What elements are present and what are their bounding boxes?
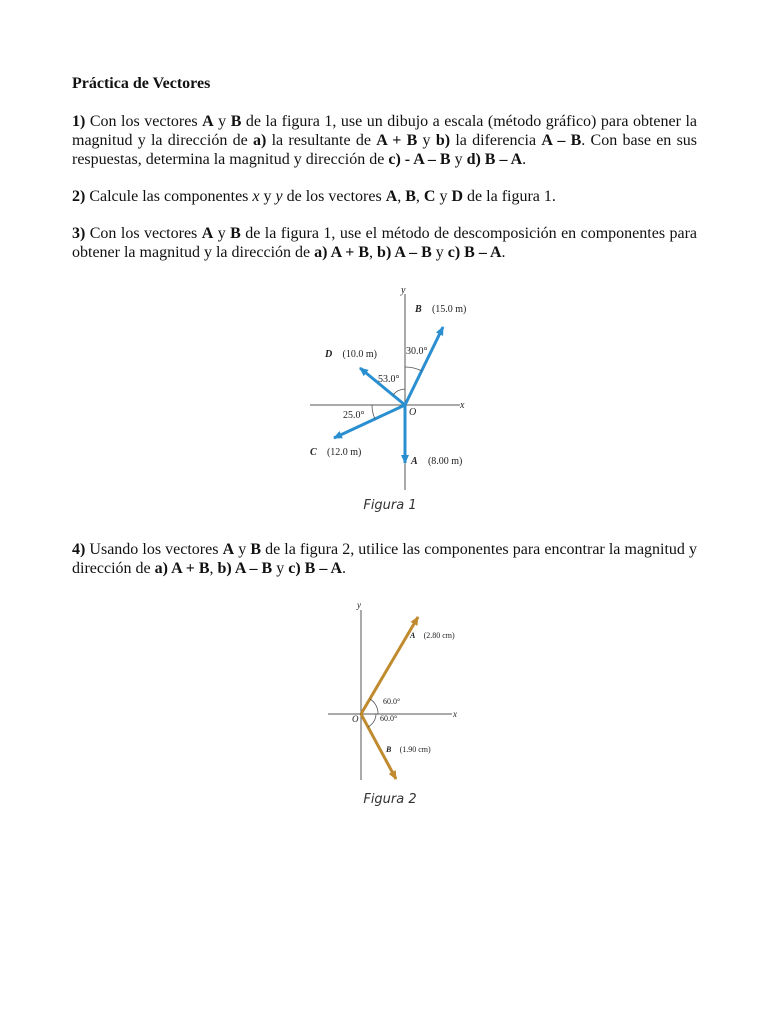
x-axis-label: x [453,709,457,719]
figure-2 [320,596,470,786]
x-axis-label: x [460,400,465,411]
question-3: 3) Con los vectores A y B de la figura 1, use el método de descomposición en componentes para obtener la magnitud y la dirección de a) A + B, b) A – B y c) B – A. [72,225,698,261]
angle-arc-b [368,714,376,727]
vector-b-label: B⃗ (15.0 m) [415,304,467,315]
vector-b-label: B⃗ (1.90 cm) [386,745,431,754]
origin-label: O [352,714,359,724]
angle-arc-c [372,405,375,419]
vector-a-label: A⃗ (8.00 m) [411,456,463,467]
origin-label: O [409,407,417,418]
vector-c-label: C⃗ (12.0 m) [310,447,362,458]
q4-number: 4) [72,541,86,558]
vector-d-label: D⃗ (10.0 m) [325,349,377,360]
figure-1-diagram [300,282,480,494]
vector-a-label: A⃗ (2.80 cm) [410,631,455,640]
angle-arc-d [393,389,405,395]
figure-1-caption: Figura 1 [363,498,417,513]
vector-b-arrow [405,327,443,405]
question-2: 2) Calcule las componentes x y y de los vectores A, B, C y D de la figura 1. [72,188,556,205]
question-1: 1) Con los vectores A y B de la figura 1, use un dibujo a escala (método gráfico) para obtener la magnitud y la dirección de a) la resultante de A + B y b) la diferencia A – B. Con base en sus respuestas, determina la magnitud y dirección de c) - A – B y d) B – A. [72,113,698,168]
angle-b-label: 60.0° [380,714,398,723]
angle-arc-a [370,699,378,714]
angle-d-label: 53.0° [378,374,400,385]
q3-number: 3) [72,225,86,242]
angle-b-label: 30.0° [406,346,428,357]
question-4: 4) Usando los vectores A y B de la figura 2, utilice las componentes para encontrar la magnitud y dirección de a) A + B, b) A – B y c) B – A. [72,541,698,577]
figure-1 [300,282,480,494]
figure-2-caption: Figura 2 [363,792,417,807]
q1-number: 1) [72,113,86,130]
y-axis-label: y [401,285,406,296]
figure-2-diagram [320,596,470,786]
document-page [72,74,697,280]
angle-arc-b [405,367,422,371]
page-title: Práctica de Vectores [72,75,211,92]
y-axis-label: y [357,600,361,610]
angle-a-label: 60.0° [383,697,401,706]
q2-number: 2) [72,188,86,205]
angle-c-label: 25.0° [343,410,365,421]
